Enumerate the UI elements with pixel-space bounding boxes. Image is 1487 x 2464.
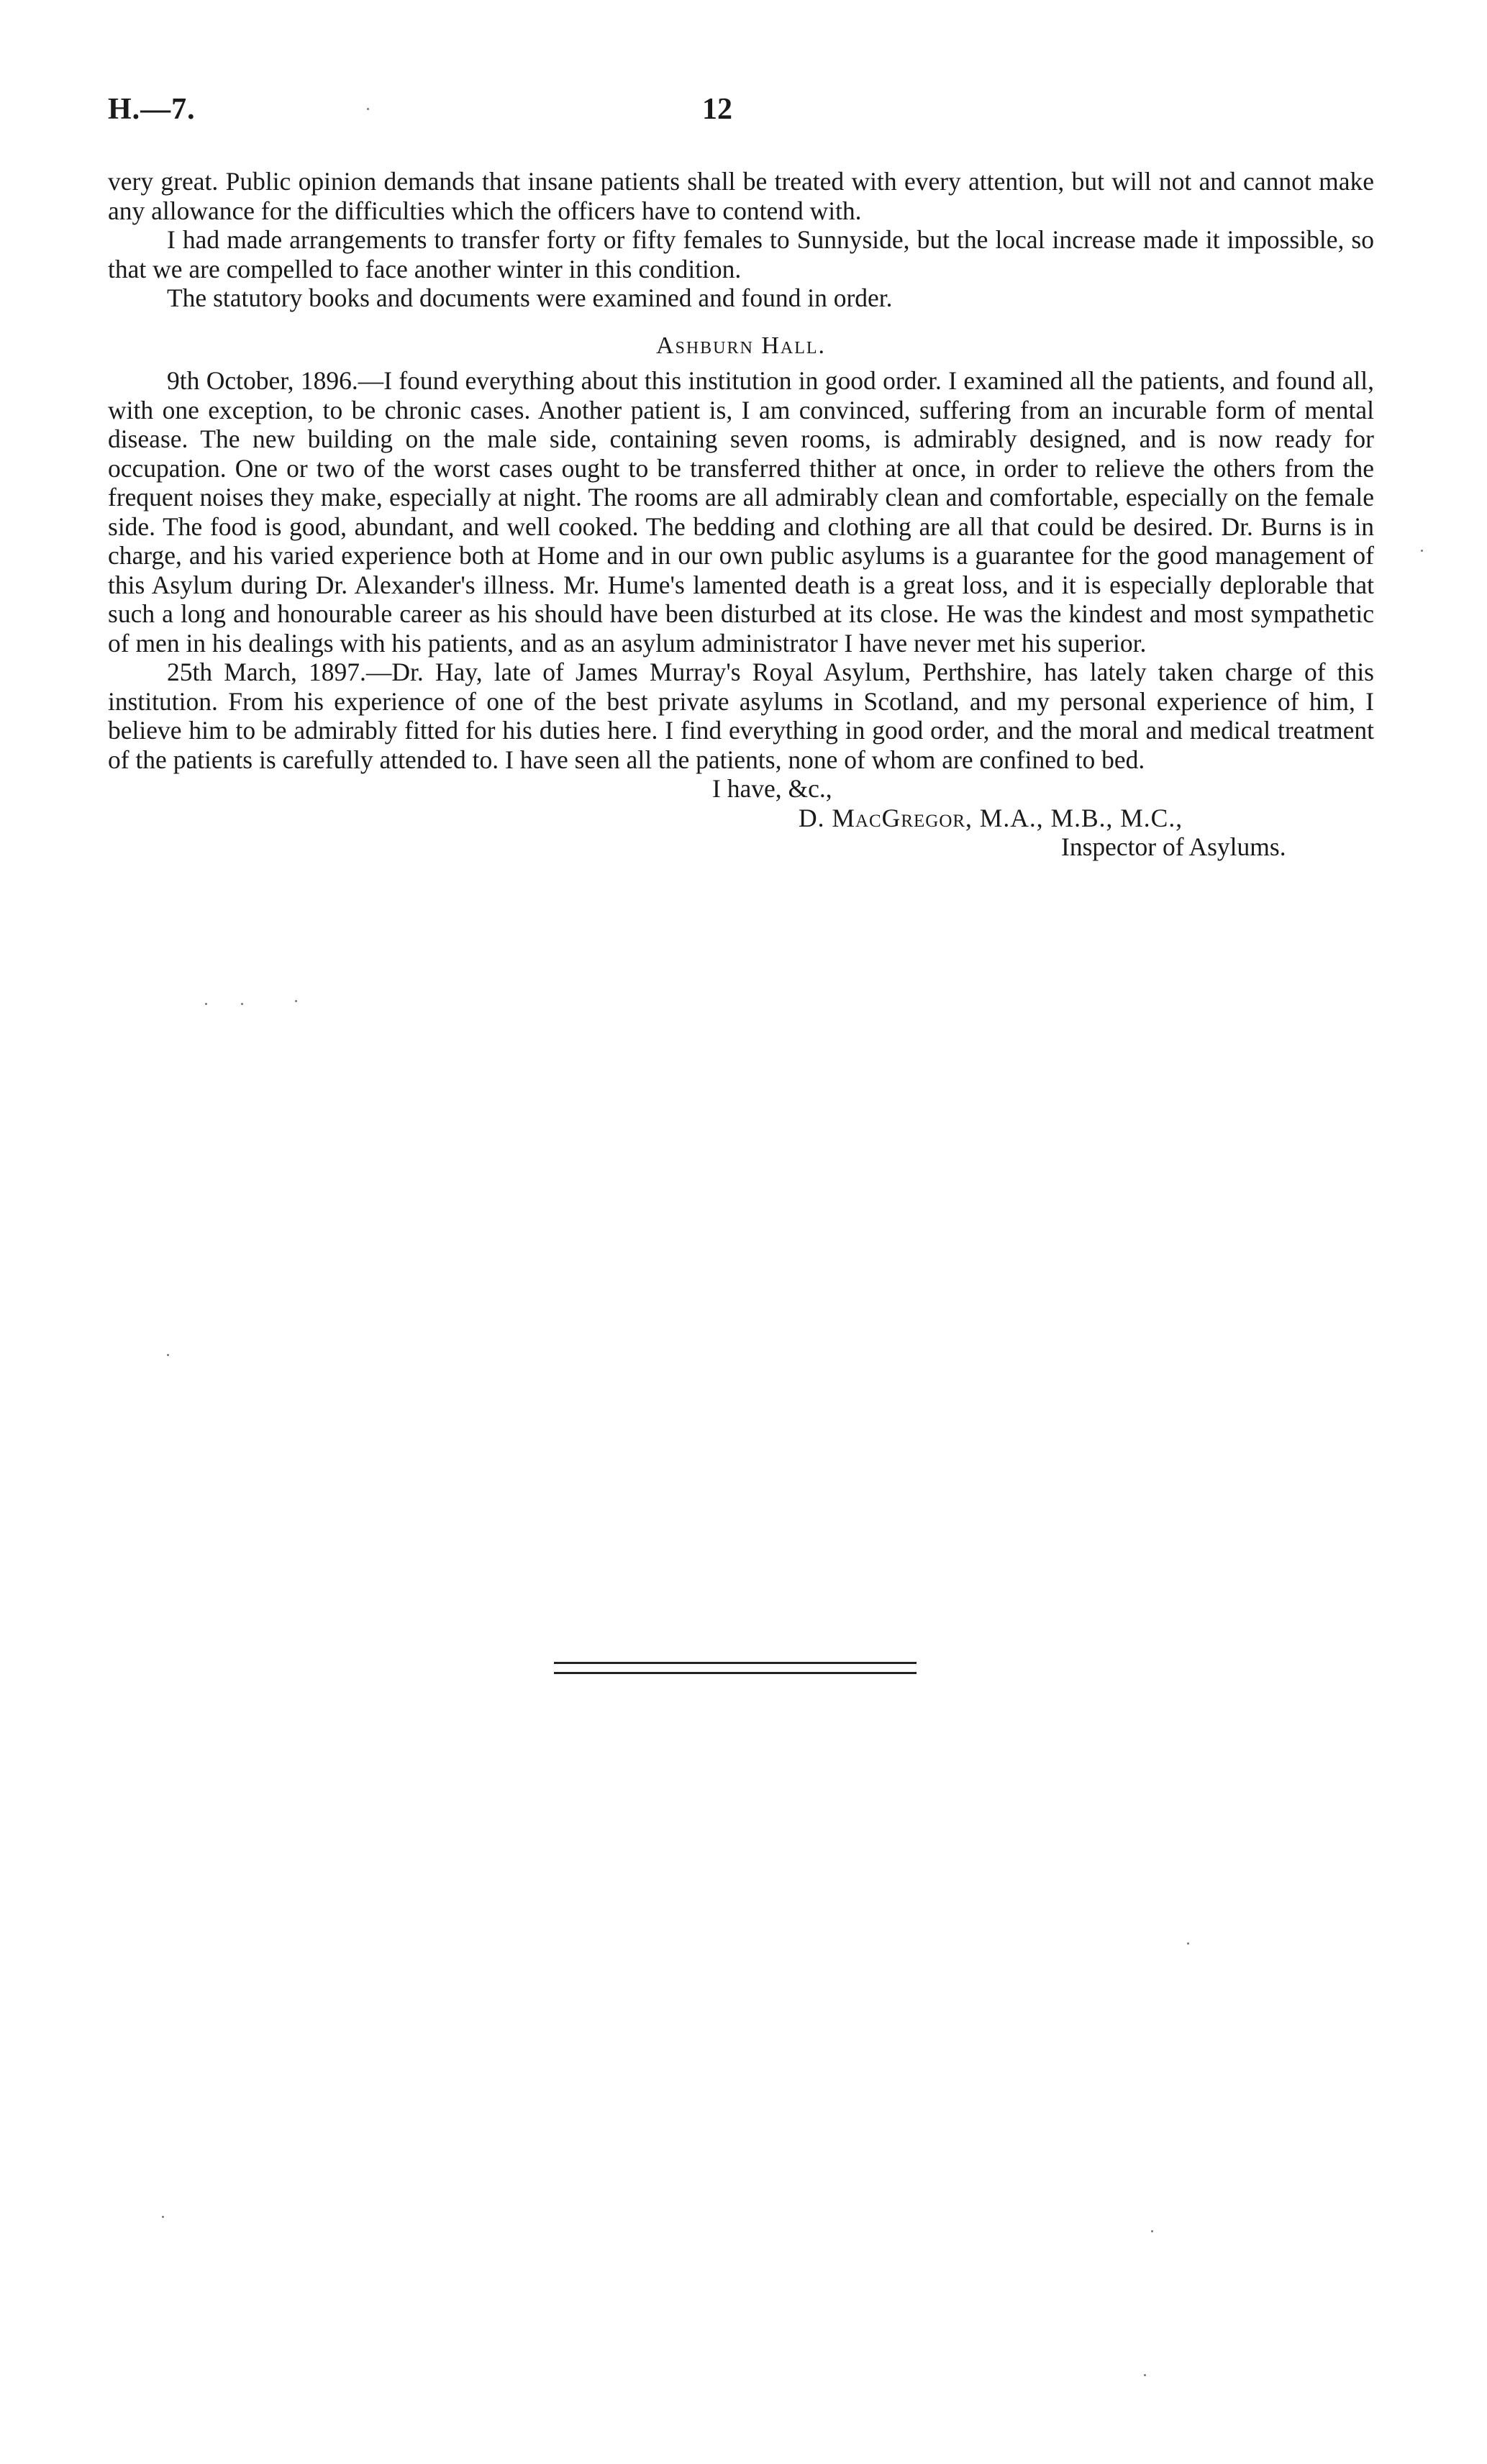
rule-line-upper: [554, 1662, 917, 1664]
paragraph-october-1896: 9th October, 1896.—I found everything about this institution in good order. I examined all the patients, and found all, with one exception, to be chronic cases. Another patient is, I am convinced, suffering from an incurable form of mental disease. The new building on the male side, containing seven rooms, is admirably designed, and is now ready for occupation. One or two of the worst cases ought to be transferred thither at once, in order to relieve the others from the frequent noises they make, especially at night. The rooms are all admirably clean and comfortable, especially on the female side. The food is good, abundant, and well cooked. The bedding and clothing are all that could be desired. Dr. Burns is in charge, and his varied experience both at Home and in our own public asylums is a guarantee for the good management of this Asylum during Dr. Alexander's illness. Mr. Hume's lamented death is a great loss, and it is especially deplorable that such a long and honourable career as his should have been disturbed at its close. He was the kindest and most sympathetic of men in his dealings with his patients, and as an asylum administrator I have never met his superior.: [108, 366, 1374, 658]
rule-line-lower: [554, 1672, 917, 1674]
paper-speck: [295, 1000, 297, 1002]
closing-salutation: I have, &c.,: [712, 774, 832, 803]
signature-title: Inspector of Asylums.: [1061, 832, 1286, 861]
signoff-block: [108, 774, 1374, 862]
paper-speck: [367, 108, 369, 110]
paper-speck: [241, 1003, 243, 1005]
section-heading-ashburn-hall: Ashburn Hall.: [655, 332, 827, 359]
paper-speck: [1187, 1942, 1189, 1945]
paragraph-statutory-books: The statutory books and documents were examined and found in order.: [167, 283, 893, 312]
end-of-section-double-rule: [554, 1662, 917, 1678]
body-text: [108, 167, 1374, 862]
paragraph-sunnyside: I had made arrangements to transfer forty or fifty females to Sunnyside, but the local increase made it impossible, so that we are compelled to face another winter in this condition.: [108, 225, 1374, 283]
paper-speck: [205, 1003, 207, 1005]
signature-name: D. MacGregor, M.A., M.B., M.C.,: [799, 803, 1183, 832]
paper-speck: [1144, 2374, 1146, 2376]
running-head: [108, 92, 1374, 142]
paper-speck: [1421, 550, 1423, 552]
paper-speck: [167, 1354, 169, 1356]
paragraph-march-1897: 25th March, 1897.—Dr. Hay, late of James Murray's Royal Asylum, Perthshire, has lately taken charge of this institution. From his experience of one of the best private asylums in Scotland, and my personal experience of him, I believe him to be admirably fitted for his duties here. I find everything in good order, and the moral and medical treatment of the patients is carefully attended to. I have seen all the patients, none of whom are confined to bed.: [108, 658, 1374, 774]
paragraph-continuation: very great. Public opinion demands that insane patients shall be treated with every attention, but will not and cannot make any allowance for the difficulties which the officers have to contend with.: [108, 167, 1374, 225]
paper-speck: [1151, 2230, 1153, 2232]
page-number: 12: [702, 93, 732, 126]
document-reference: H.—7.: [108, 93, 196, 126]
paper-speck: [162, 2216, 164, 2218]
